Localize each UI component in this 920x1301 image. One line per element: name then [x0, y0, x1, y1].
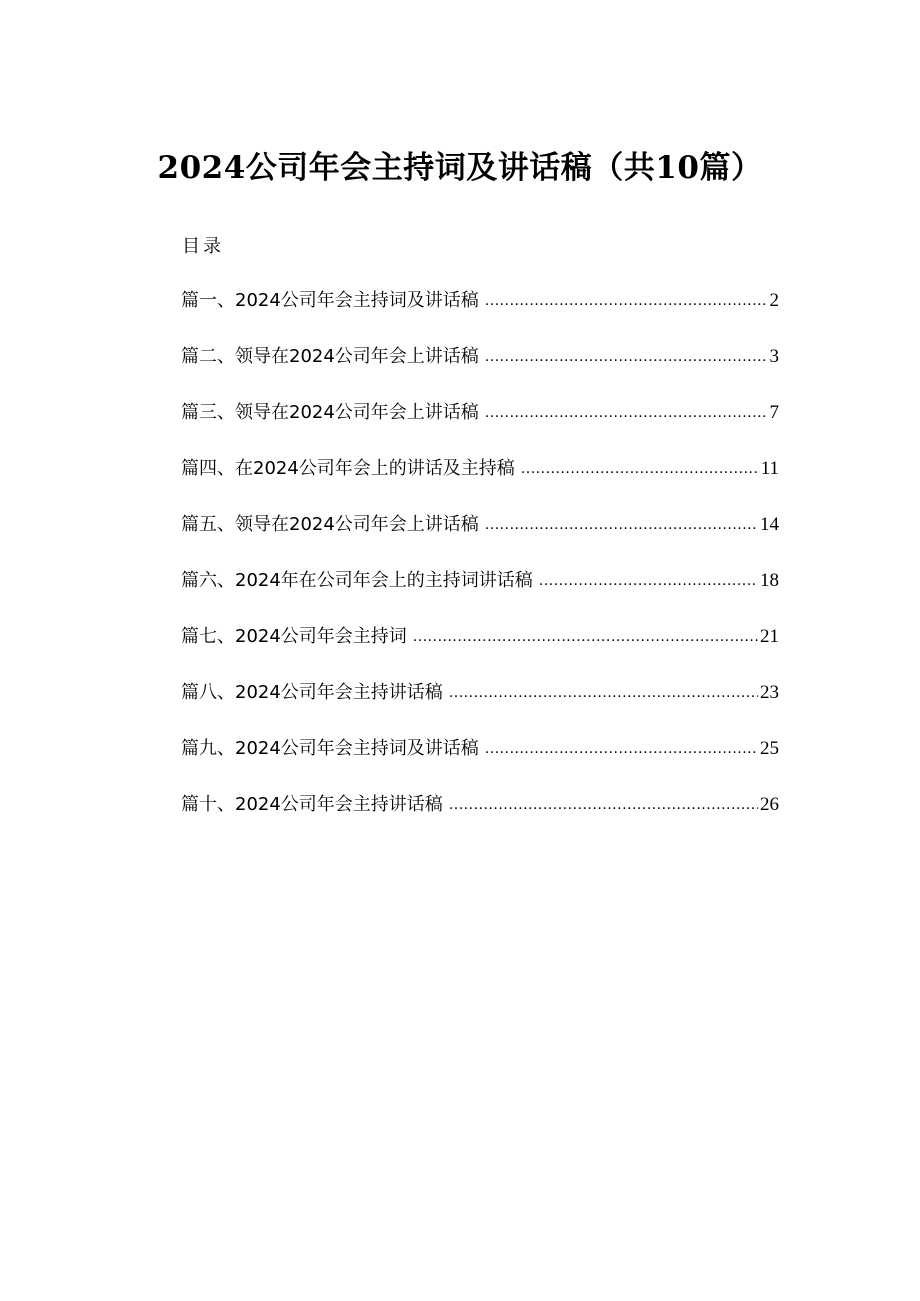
toc-entry-label[interactable]: 篇三、领导在2024公司年会上讲话稿	[181, 402, 479, 423]
toc-page-number: 3	[769, 346, 779, 367]
toc-dot-leader	[485, 510, 758, 540]
toc-dot-leader	[449, 790, 758, 820]
toc-dot-leader	[485, 398, 768, 428]
toc-entry-label[interactable]: 篇二、领导在2024公司年会上讲话稿	[181, 346, 479, 367]
toc-entry-1[interactable]	[181, 286, 779, 342]
toc-entry-5[interactable]	[181, 510, 779, 566]
toc-entry-label[interactable]: 篇六、2024年在公司年会上的主持词讲话稿	[181, 570, 533, 591]
toc-page-number: 23	[760, 682, 779, 703]
table-of-contents	[181, 286, 779, 846]
toc-page-number: 7	[769, 402, 779, 423]
toc-entry-9[interactable]	[181, 734, 779, 790]
toc-entry-6[interactable]	[181, 566, 779, 622]
toc-page-number: 11	[760, 458, 779, 479]
document-title: 2024公司年会主持词及讲话稿（共10篇）	[157, 150, 763, 186]
toc-entry-label[interactable]: 篇一、2024公司年会主持词及讲话稿	[181, 290, 479, 311]
toc-entry-label[interactable]: 篇五、领导在2024公司年会上讲话稿	[181, 514, 479, 535]
toc-entry-label[interactable]: 篇十、2024公司年会主持讲话稿	[181, 794, 443, 815]
toc-entry-8[interactable]	[181, 678, 779, 734]
toc-entry-2[interactable]	[181, 342, 779, 398]
toc-dot-leader	[485, 342, 768, 372]
toc-entry-7[interactable]	[181, 622, 779, 678]
toc-dot-leader	[485, 286, 768, 316]
toc-dot-leader	[485, 734, 758, 764]
toc-page-number: 18	[760, 570, 779, 591]
toc-entry-4[interactable]	[181, 454, 779, 510]
toc-entry-3[interactable]	[181, 398, 779, 454]
toc-dot-leader	[413, 622, 758, 652]
toc-entry-label[interactable]: 篇八、2024公司年会主持讲话稿	[181, 682, 443, 703]
toc-entry-label[interactable]: 篇四、在2024公司年会上的讲话及主持稿	[181, 458, 515, 479]
toc-page-number: 25	[760, 738, 779, 759]
toc-entry-10[interactable]	[181, 790, 779, 846]
toc-dot-leader	[449, 678, 758, 708]
toc-page-number: 14	[760, 514, 779, 535]
toc-page-number: 2	[769, 290, 779, 311]
toc-entry-label[interactable]: 篇九、2024公司年会主持词及讲话稿	[181, 738, 479, 759]
toc-page-number: 26	[760, 794, 779, 815]
toc-heading: 目录	[182, 236, 224, 257]
toc-dot-leader	[539, 566, 758, 596]
toc-entry-label[interactable]: 篇七、2024公司年会主持词	[181, 626, 407, 647]
toc-dot-leader	[521, 454, 759, 484]
toc-page-number: 21	[760, 626, 779, 647]
